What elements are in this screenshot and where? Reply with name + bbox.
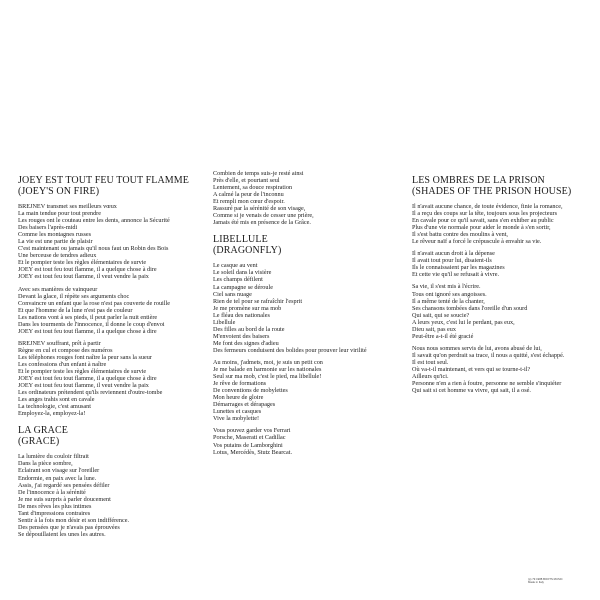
lyric-line: Près d'elle, et pourtant seul (213, 177, 280, 185)
lyric-line: Il a même tenté de la chanter, (412, 297, 485, 305)
lyric-stanza (412, 345, 584, 394)
lyric-line: Des filles au bord de la route (213, 325, 285, 333)
lyric-line: Je me balade en harmonie sur les nationales (213, 366, 322, 374)
lyric-line: Les confessions d'un enfant à naître (18, 360, 107, 368)
credit-fineprint (528, 578, 563, 585)
song-title-line: (GRACE) (18, 435, 60, 447)
lyric-line: Il s'est battu contre des moulins à vent, (412, 231, 508, 239)
lyric-line: M'envoient des baisers (213, 332, 270, 340)
lyric-line: A leurs yeux, c'est lui le perdant, pas eux, (412, 318, 515, 326)
song-block (18, 176, 204, 417)
song-title-line: LIBELLULE (213, 234, 268, 246)
lyric-line: Il avait tout pour lui, disaient-ils (412, 257, 492, 265)
lyric-line: En cavale pour ce qu'il savait, sans s'en exhiber au public (412, 217, 554, 225)
lyric-line: Où va-t-il maintenant, et vers qui se tourne-t-il? (412, 365, 531, 373)
lyric-line: Au moins, j'admets, moi, je suis un petit con (213, 358, 323, 366)
lyric-line: JOEY est tout feu tout flamme, il a quelque chose à dire (18, 375, 157, 383)
lyric-line: Sentir à la fois mon désir et son indifférence. (18, 516, 130, 524)
song-title (213, 235, 403, 256)
lyric-line: Le fléau des nationales (213, 311, 270, 319)
lyric-line: La campagne se déroule (213, 283, 273, 291)
lyric-line: Il n'avait aucun droit à la dépense (412, 250, 495, 258)
lyric-line: Ses chansons tombées dans l'oreille d'un sourd (412, 304, 528, 312)
lyric-line: Assis, j'ai regardé ses pensées défiler (18, 481, 110, 489)
lyric-line: Et le pompier teste les règles élémentaires de survie (18, 259, 147, 267)
lyric-line: Lunettes et casques (213, 408, 262, 416)
song-title-line: LES OMBRES DE LA PRISON (412, 175, 545, 186)
lyric-line: Combien de temps suis-je resté ainsi (213, 170, 304, 177)
lyric-line: Vos putains de Lamborghini (213, 441, 283, 449)
lyric-line: De conventions de mobylettes (213, 387, 288, 395)
lyric-line: Je me promène sur ma mob (213, 304, 282, 312)
lyric-line: Ciel sans nuage (213, 290, 252, 298)
lyric-line: Vive la mobylette! (213, 415, 260, 423)
lyric-stanza (213, 170, 403, 226)
lyric-line: Eclairant son visage sur l'oreiller (18, 467, 100, 475)
lyric-line: Employez-la, employez-la! (18, 410, 86, 418)
lyric-line: Les champs défilent (213, 276, 263, 284)
lyric-line: Les ordinateurs prétendent qu'ils reviennent d'outre-tombe (18, 389, 163, 397)
lyric-stanza (18, 286, 204, 335)
lyric-line: Il n'avait aucune chance, de toute évidence, finie la romance, (412, 203, 563, 210)
lyric-line: Qui sait si cet homme va vivre, qui sait, il a osé. (412, 387, 531, 395)
lyric-line: A calmé la peur de l'inconnu (213, 191, 284, 199)
lyric-line: Lentement, sa douce respiration (213, 184, 293, 192)
credit-line: (p) 79 1988 BOOTS MUSIC (528, 577, 563, 581)
lyric-line: Le soleil dans la visière (213, 269, 272, 277)
lyric-line: Il est tout seul. (412, 358, 449, 366)
lyric-line: Se dépouillaient les unes les autres. (18, 530, 106, 538)
lyric-line: BREJNEV transmet ses meilleurs vœux (18, 203, 117, 210)
song-block (18, 426, 204, 538)
lyric-line: Porsche, Maserati et Cadillac (213, 434, 286, 442)
song-title (412, 176, 584, 197)
lyric-line: Dieu sait, pas eux (412, 325, 456, 333)
lyric-stanza (18, 340, 204, 418)
lyric-line: Convaincre un enfant que la rose n'est pas couverte de rouille (18, 299, 170, 307)
lyric-line: Jamais été mis en présence de la Grâce. (213, 219, 311, 227)
song-title-line: LA GRACE (18, 425, 68, 437)
lyric-line: Les anges trahis sont en cavale (18, 396, 95, 404)
song-title-line: JOEY EST TOUT FEU TOUT FLAMME (18, 175, 189, 186)
lyric-line: Mon heure de gloire (213, 394, 264, 402)
lyric-line: Avec ses manières de vainqueur (18, 285, 98, 293)
lyric-line: Dans la pièce sombre, (18, 460, 73, 468)
lyric-line: Tant d'impressions contraires (18, 509, 91, 517)
song-title-line: (JOEY'S ON FIRE) (18, 185, 100, 197)
lyric-line: Il savait qu'on perdrait sa trace, il nous a quitté, s'est échappé. (412, 351, 565, 359)
lyric-line: La vie est une partie de plaisir (18, 238, 93, 246)
lyric-line: BREJNEV souffrant, prêt à partir (18, 339, 101, 347)
lyric-line: Qui sait, qui se soucie? (412, 311, 470, 319)
lyric-line: De mes rêves les plus intimes (18, 502, 92, 510)
lyric-stanza (412, 283, 584, 339)
lyrics-column-2 (213, 170, 403, 465)
song-title (18, 426, 204, 447)
lyric-line: Dans les tourments de l'innocence, il donne le coup d'envoi (18, 320, 165, 328)
lyric-line: JOEY est tout feu tout flamme, il veut vendre la paix (18, 382, 149, 390)
lyric-line: Ils le connaissaient par les magazines (412, 264, 505, 272)
lyrics-column-3 (412, 176, 584, 403)
credit-line: Made in Italy (528, 580, 544, 585)
lyric-line: Une berceuse de tendres adieux (18, 252, 97, 260)
lyric-line: Plus d'une vie normale pour aider le monde à s'en sortir, (412, 224, 551, 232)
lyric-line: JOEY est tout feu tout flamme, il a quelque chose à dire (18, 327, 157, 335)
song-title-line: (SHADES OF THE PRISON HOUSE) (412, 185, 572, 197)
lyric-stanza (412, 250, 584, 278)
lyric-line: Me font des signes d'adieu (213, 339, 279, 347)
lyric-stanza (412, 203, 584, 245)
lyric-line: Et que l'homme de la lune n'est pas de couleur (18, 306, 133, 314)
lyric-line: Et cette vie qu'il se refusait à vivre. (412, 271, 500, 279)
lyric-line: Le rêveur naïf a forcé le crépuscule à envahir sa vie. (412, 238, 542, 246)
lyric-line: Les rouges ont le couteau entre les dents, annonce la Sécurité (18, 217, 170, 225)
song-title (18, 176, 204, 197)
lyric-line: De l'innocence à la sérénité (18, 488, 86, 496)
lyric-line: Le casque au vent (213, 262, 258, 270)
lyric-line: Je rêve de formations (213, 380, 267, 388)
lyric-line: Seul sur ma mob, c'est le pied, ma libellule! (213, 373, 322, 381)
lyric-line: Tous ont ignoré ses angoisses. (412, 290, 487, 298)
lyric-line: Et rempli mon cœur d'espoir. (213, 198, 285, 206)
lyric-line: Lotus, Mercédès, Stutz Bearcat. (213, 448, 293, 456)
lyric-line: Et le pompier teste les règles élémentaires de survie (18, 368, 147, 376)
lyric-line: C'est maintenant ou jamais qu'il nous faut un Robin des Bois (18, 245, 169, 253)
lyric-line: Des pensées que je n'avais pas éprouvées (18, 523, 120, 531)
lyric-stanza (18, 203, 204, 281)
lyric-line: Devant la glace, il répète ses arguments choc (18, 292, 130, 300)
lyric-line: JOEY est tout feu tout flamme, il veut vendre la paix (18, 273, 149, 281)
lyric-line: Les téléphones rouges font naître la peur sans la sueur (18, 353, 152, 361)
song-block (412, 176, 584, 394)
song-block (213, 170, 403, 226)
song-title-line: (DRAGONFLY) (213, 244, 282, 256)
lyric-line: Sa vie, il s'est mis à l'écrire. (412, 283, 481, 291)
lyric-line: Endormie, en paix avec la lune. (18, 474, 97, 482)
lyrics-column-1 (18, 176, 204, 547)
lyric-line: Ailleurs qu'ici. (412, 373, 449, 381)
lyric-line: Vous pouvez garder vos Ferrari (213, 427, 291, 435)
lyric-line: Nous nous sommes servis de lui, avons abusé de lui, (412, 344, 542, 352)
lyric-stanza (213, 359, 403, 422)
lyric-line: Les nations vont à ses pieds, il peut parler la nuit entière (18, 313, 158, 321)
lyric-line: Je me suis surpris à parler doucement (18, 495, 111, 503)
lyric-line: La technologie, c'est amusant (18, 403, 91, 411)
lyric-line: Des fermeurs conduisent des bolides pour prouver leur virilité (213, 346, 367, 354)
lyric-stanza (213, 262, 403, 354)
lyric-line: Peut-être a-t-il été gracié (412, 332, 474, 340)
lyric-line: La lumière du couloir filtrait (18, 453, 89, 461)
lyric-line: Rien de tel pour se rafraîchir l'esprit (213, 297, 303, 305)
lyric-line: Comme si je venais de cesser une prière, (213, 212, 314, 220)
lyric-line: Il a reçu des coups sur la tête, toujours sous les projecteurs (412, 210, 558, 218)
lyric-line: Libellule (213, 318, 236, 326)
lyric-line: Comme les montagnes russes (18, 231, 92, 239)
lyric-line: Règne en cul et compose des numéros (18, 346, 113, 354)
lyric-line: Démarrages et dérapages (213, 401, 276, 409)
song-block (213, 235, 403, 455)
lyric-line: Personne n'en a rien à foutre, personne ne semble s'inquiéter (412, 380, 562, 388)
lyric-line: JOEY est tout feu tout flamme, il a quelque chose à dire (18, 266, 157, 274)
lyric-line: La main tendue pour tout prendre (18, 210, 101, 218)
lyric-line: Rassuré par la sérénité de son visage, (213, 205, 306, 213)
lyric-line: Des baisers l'après-midi (18, 224, 78, 232)
lyric-stanza (213, 427, 403, 455)
lyric-stanza (18, 453, 204, 538)
